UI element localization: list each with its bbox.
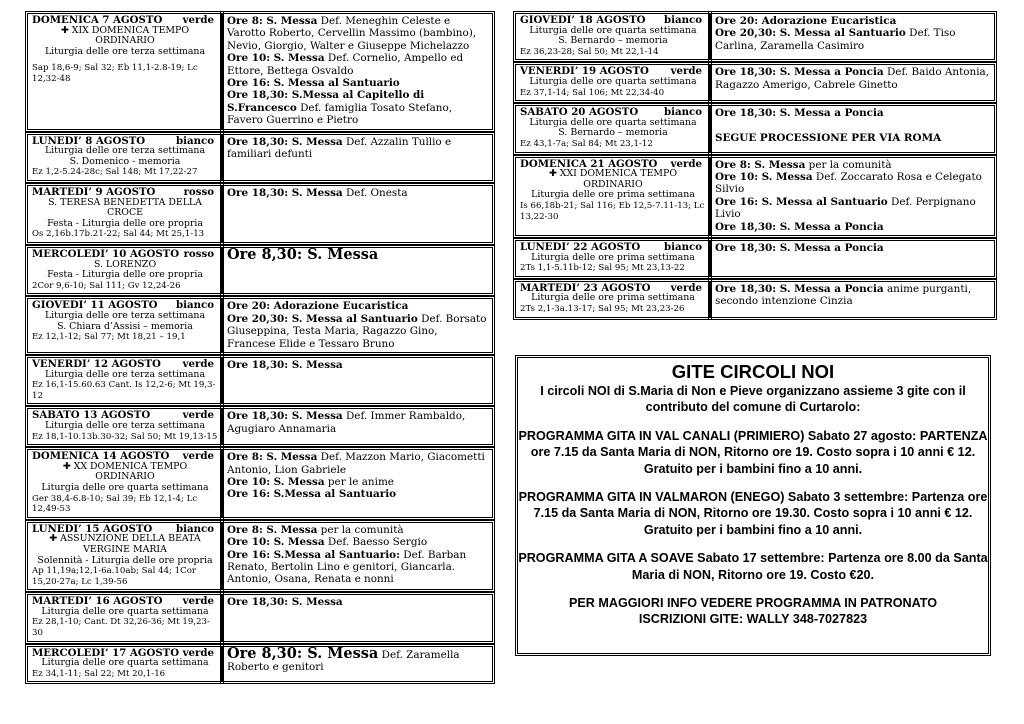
liturgy-line: Liturgia delle ore terza settimana [44,45,206,57]
day-cell [515,64,710,101]
mass-time: Ore 10: S. Messa [715,170,813,183]
liturgy-line: Liturgia delle ore quarta settimana [41,657,209,669]
readings: Ger 38,4-6.8-10; Sal 39; Eb 12,1-4; Lc 12,49-53 [32,493,198,515]
mass-entry [227,136,489,161]
mass-time: Ore 10: S. Messa [227,52,325,65]
liturgy-line: S. Domenico - memoria [69,155,181,167]
mass-time: Ore 18,30: S. Messa a Poncia [715,282,884,295]
readings: Ez 12,1-12; Sal 77; Mt 18,21 – 19,1 [32,332,186,343]
mass-time: Ore 18,30: S. Messa a Poncia [715,220,884,233]
mass-time: Ore 8: S. Messa [227,451,318,464]
mass-time: Ore 20: Adorazione Eucaristica [715,15,897,27]
mass-intention: Def. Immer Rambaldo, Agugiaro Annamaria [227,410,466,435]
day-date: DOMENICA 21 AGOSTO [520,157,658,170]
liturgical-color: bianco [176,134,214,147]
day-cell [27,646,222,683]
day-date: MERCOLEDI’ 17 AGOSTO [32,646,180,659]
liturgy-line: Liturgia delle ore prima settimana [531,189,695,201]
gite-program-2: PROGRAMMA GITA IN VALMARON (ENEGO) Sabato 3 settembre: Partenza ore 7.15 da Santa Maria di NON, Ritorno ore 19.30. Costo sopra i 10 anni € 12. Gratuito per i bambini fino a 10 anni. [518,490,988,537]
mass-entry [227,52,489,77]
day-date: SABATO 20 AGOSTO [520,106,639,119]
mass-intention: anime purganti, secondo intenzione Cinzia [715,282,972,308]
mass-entry [227,77,489,89]
readings: 2Cor 9,6-10; Sal 111; Gv 12,24-26 [32,280,181,291]
gite-circoli-box [517,357,989,654]
day-header [520,15,706,26]
day-header [520,242,706,253]
liturgy-line: Solennità - Liturgia delle ore propria [37,554,213,566]
gite-info: PER MAGGIORI INFO VEDERE PROGRAMMA IN PATRONATO [568,596,938,611]
mass-cell [222,247,493,294]
mass-cell [710,281,995,318]
day-row [27,449,493,518]
day-date: GIOVEDI’ 18 AGOSTO [520,14,646,26]
day-row [27,357,493,404]
liturgy-line: ✚ XIX DOMENICA TEMPO [60,24,190,36]
liturgy-line: Liturgia delle ore quarta settimana [41,481,209,493]
day-header [32,249,218,260]
mass-cell [222,134,493,181]
day-date: MARTEDI’ 16 AGOSTO [32,595,163,608]
liturgical-color: rosso [183,186,214,199]
mass-entry [715,132,991,144]
day-cell [27,134,222,181]
day-row [27,185,493,243]
day-cell [27,185,222,243]
mass-intention: per la comunità [805,158,892,171]
mass-time: Ore 8,30: S. Messa [227,246,379,263]
day-date: GIOVEDI’ 11 AGOSTO [32,299,158,312]
mass-time: Ore 8: S. Messa [227,523,318,536]
mass-cell [710,105,995,152]
day-cell [27,357,222,404]
mass-intention: Def. Zoccarato Rosa e Celegato Silvio [715,170,982,196]
mass-cell [222,185,493,243]
day-row [515,281,995,318]
day-cell [27,247,222,294]
day-cell [27,522,222,591]
liturgy-line: Festa - Liturgia delle ore propria [47,269,203,281]
liturgy-line: Liturgia delle ore prima settimana [531,292,695,304]
day-row [27,594,493,641]
mass-entry [227,15,489,52]
readings: Ez 16,1-15.60.63 Cant. Is 12,2-6; Mt 19,3-12 [32,380,216,401]
day-date: VENERDI’ 19 AGOSTO [520,65,649,78]
mass-time: Ore 8: S. Messa [227,15,318,27]
day-date: SABATO 13 AGOSTO [32,409,151,422]
liturgy-line: Liturgia delle ore quarta settimana [529,24,697,36]
readings: Ez 43,1-7a; Sal 84; Mt 23,1-12 [520,138,653,149]
liturgy-line: Liturgia delle ore quarta settimana [529,75,697,87]
mass-entry [715,15,991,27]
day-cell [515,157,710,236]
mass-cell [222,408,493,445]
mass-time: Ore 18,30: S. Messa a Poncia [715,107,884,120]
liturgical-color: bianco [664,14,702,26]
liturgical-color: rosso [183,248,214,260]
mass-cell [222,449,493,518]
mass-intention: Def. Barban Renato, Bertolin Lino e genitori, Giancarla. Antonio, Osana, Renata e nonni [227,548,467,586]
day-cell [515,105,710,152]
day-date: MARTEDI’ 9 AGOSTO [32,186,156,199]
day-cell [515,281,710,318]
liturgy-line: ✚ ASSUNZIONE DELLA BEATA [49,533,201,545]
liturgical-color: verde [182,14,214,26]
readings: Ez 37,1-14; Sal 106; Mt 22,34-40 [520,87,665,98]
mass-entry [715,66,991,91]
mass-cell [710,240,995,277]
mass-intention: per la comunità [317,523,404,536]
liturgical-color: bianco [664,240,702,253]
mass-entry [227,89,489,126]
liturgical-color: verde [670,281,702,294]
mass-intention: Def. Baesso Sergio [324,536,428,549]
day-row [515,13,995,60]
mass-cell [222,298,493,353]
day-date: DOMENICA 14 AGOSTO [32,450,170,463]
mass-intention: Def. Azzalin Tullio e familiari defunti [227,135,452,161]
day-header [32,15,218,26]
mass-time: SEGUE PROCESSIONE PER VIA ROMA [715,131,942,144]
day-date: DOMENICA 7 AGOSTO [32,14,163,26]
mass-cell [222,357,493,404]
day-cell [515,13,710,60]
readings: Ez 28,1-10; Cant. Dt 32,26-36; Mt 19,23-30 [32,617,210,639]
readings: Ez 34,1-11; Sal 22; Mt 20,1-16 [32,668,166,679]
mass-time: Ore 8: S. Messa [715,158,806,171]
day-row [27,298,493,353]
liturgical-color: verde [670,157,702,170]
mass-entry [227,246,489,263]
mass-time: Ore 8,30: S. Messa [227,644,379,662]
mass-time: Ore 20,30: S. Messa al Santuario [227,312,418,325]
day-date: MERCOLEDI’ 10 AGOSTO [32,248,180,260]
liturgy-line: Liturgia delle ore terza settimana [44,368,206,380]
day-cell [27,13,222,130]
mass-intention: Def. Baido Antonia, Ragazzo Amerigo, Cabrele Ginetto [715,66,990,91]
mass-intention: Def. Onesta [342,187,408,200]
day-row [27,134,493,181]
mass-intention: Def. Tiso Carlina, Zaramella Casimiro [715,27,956,52]
mass-entry [227,524,489,536]
liturgy-line: Liturgia delle ore terza settimana [44,419,206,431]
mass-entry [227,359,489,371]
day-header [32,359,218,370]
mass-entry [227,410,489,435]
mass-time: Ore 18,30: S. Messa a Poncia [715,66,884,79]
mass-entry [715,221,991,233]
right-calendar-column [515,13,995,322]
mass-time: Ore 18,30: S. Messa [227,187,343,200]
left-calendar-column [27,13,493,686]
liturgy-line: ORDINARIO [95,35,155,47]
mass-entry [715,242,991,254]
mass-time: Ore 16: S.Messa al Santuario [227,488,397,501]
liturgical-color: verde [182,450,214,463]
mass-time: Ore 18,30: S.Messa al Capitello di S.Francesco [227,89,425,114]
mass-intention: Def. Meneghin Celeste e Varotto Roberto, Cervellin Massimo (bambino), Nevio, Giorgio, Walter e Giuseppe Michelazzo [227,15,477,52]
day-cell [27,408,222,445]
gite-intro: I circoli NOI di S.Maria di Non e Pieve organizzano assieme 3 gite con il contributo del comune di Curtarolo: [540,384,966,415]
day-date: LUNEDI’ 8 AGOSTO [32,134,146,147]
day-date: VENERDI’ 12 AGOSTO [32,358,161,370]
liturgy-line: S. Bernardo – memoria [558,127,668,139]
day-row [27,646,493,683]
liturgical-color: bianco [664,106,702,119]
liturgy-line: ORDINARIO [95,471,155,483]
mass-time: Ore 18,30: S. Messa [227,359,343,371]
day-row [27,522,493,591]
calendar-table-left [27,9,493,686]
mass-time: Ore 20: Adorazione Eucaristica [227,300,409,313]
liturgy-line: Liturgia delle ore terza settimana [44,145,206,157]
day-row [515,105,995,152]
day-cell [27,298,222,353]
mass-entry [715,283,991,308]
mass-cell [710,64,995,101]
mass-time: Ore 16: S.Messa al Santuario: [227,548,400,561]
day-row [515,240,995,277]
liturgy-line: ORDINARIO [583,178,643,190]
liturgical-color: verde [182,358,214,370]
liturgical-color: verde [182,595,214,608]
liturgy-line: ✚ XX DOMENICA TEMPO [62,460,188,472]
day-date: LUNEDI’ 15 AGOSTO [32,522,153,535]
liturgical-color: bianco [176,522,214,535]
gite-program-3: PROGRAMMA GITA A SOAVE Sabato 17 settembre: Partenza ore 8.00 da Santa Maria di NON, Ritorno ore 19. Costo €20. [518,551,988,582]
day-row [27,13,493,130]
mass-time: Ore 20,30: S. Messa al Santuario [715,27,906,40]
day-cell [27,449,222,518]
day-cell [515,240,710,277]
mass-cell [710,13,995,60]
mass-time: Ore 10: S. Messa [227,536,325,549]
liturgy-line: S. Bernardo – memoria [558,35,668,47]
day-date: LUNEDI’ 22 AGOSTO [520,240,641,253]
mass-entry [715,159,991,171]
mass-time: Ore 18,30: S. Messa a Poncia [715,241,884,254]
day-row [27,408,493,445]
readings: Ap 11,19a;12,1-6a.10ab; Sal 44; 1Cor 15,20-27a; Lc 1,39-56 [32,566,196,587]
mass-time: Ore 18,30: S. Messa [227,410,343,423]
gite-program-1: PROGRAMMA GITA IN VAL CANALI (PRIMIERO) Sabato 27 agosto: PARTENZA ore 7.15 da Santa Maria di NON, Ritorno ore 19. Costo sopra i 10 anni € 12. Gratuito per i bambini fino a 10 anni. [518,428,988,476]
mass-cell [222,594,493,641]
liturgy-line: VERGINE MARIA [83,543,167,555]
readings: Ez 1,2-5.24-28c; Sal 148; Mt 17,22-27 [32,167,198,178]
mass-time: Ore 18,30: S. Messa [227,596,343,609]
mass-entry [227,549,489,586]
liturgy-line: Liturgia delle ore quarta settimana [41,605,209,617]
liturgical-color: verde [670,65,702,78]
mass-entry [715,107,991,119]
mass-entry [715,171,991,196]
mass-entry [227,596,489,608]
readings: Ez 36,23-28; Sal 50; Mt 22,1-14 [520,46,659,57]
liturgy-line: Liturgia delle ore prima settimana [531,251,695,263]
day-row [515,64,995,101]
mass-entry [715,27,991,52]
liturgical-color: verde [182,646,214,659]
readings: Is 66,18b-21; Sal 116; Eb 12,5-7.11-13; Lc 13,22-30 [520,200,705,222]
day-row [515,157,995,236]
day-row [27,247,493,294]
mass-entry [227,451,489,476]
mass-entry [715,196,991,221]
gite-title: GITE CIRCOLI NOI [671,361,835,382]
mass-intention: Def. Cornelio, Ampello ed Ettore, Bettega Osvaldo [227,52,464,77]
day-date: MARTEDI’ 23 AGOSTO [520,281,651,294]
mass-time: Ore 10: S. Messa [227,475,325,488]
liturgy-line: S. Chiara d’Assisi – memoria [57,320,193,332]
mass-entry [227,187,489,199]
mass-entry [227,313,489,350]
mass-cell [222,646,493,683]
mass-entry [227,300,489,312]
day-cell [27,594,222,641]
mass-time: Ore 16: S. Messa al Santuario [227,77,400,90]
readings: Ez 18,1-10.13b.30-32; Sal 50; Mt 19,13-15 [32,431,218,442]
readings: 2Ts 2,1-3a.13-17; Sal 95; Mt 23,23-26 [520,303,685,314]
liturgical-color: bianco [176,299,214,312]
mass-cell [222,13,493,130]
liturgy-line: S. LORENZO [93,258,157,270]
mass-entry [227,644,489,674]
mass-cell [710,157,995,236]
readings: Os 2,16b.17b.21-22; Sal 44; Mt 25,1-13 [32,229,205,240]
mass-cell [222,522,493,591]
liturgy-line: Liturgia delle ore terza settimana [44,309,206,321]
liturgy-line: S. TERESA BENEDETTA DELLA CROCE [48,196,202,219]
calendar-table-right [515,9,995,322]
mass-entry [227,536,489,548]
mass-intention: Def. Borsato Giuseppina, Testa Maria, Ragazzo Gino, Francese Elide e Tessaro Bruno [227,312,487,350]
liturgy-line: ✚ XXI DOMENICA TEMPO [548,168,678,180]
readings: Sap 18,6-9; Sal 32; Eb 11,1-2.8-19; Lc 12,32-48 [32,63,198,84]
mass-intention: Def. Mazzon Mario, Giacometti Antonio, Lion Gabriele [227,451,485,476]
mass-time: Ore 16: S. Messa al Santuario [715,195,888,208]
mass-intention: Def. Perpignano Livio [715,195,976,221]
gite-iscrizioni: ISCRIZIONI GITE: WALLY 348-7027823 [638,612,868,627]
mass-intention: Def. famiglia Tosato Stefano, Favero Guerrino e Pietro [227,101,453,127]
liturgy-line: Liturgia delle ore quarta settimana [529,116,697,128]
mass-intention: Def. Zaramella Roberto e genitori [227,648,460,674]
liturgical-color: verde [182,409,214,422]
liturgy-line: Festa - Liturgia delle ore propria [47,217,203,229]
mass-time: Ore 18,30: S. Messa [227,135,343,148]
mass-intention: per le anime [324,475,394,488]
mass-entry [227,488,489,500]
readings: 2Ts 1,1-5.11b-12; Sal 95; Mt 23,13-22 [520,263,685,274]
mass-entry [227,476,489,488]
